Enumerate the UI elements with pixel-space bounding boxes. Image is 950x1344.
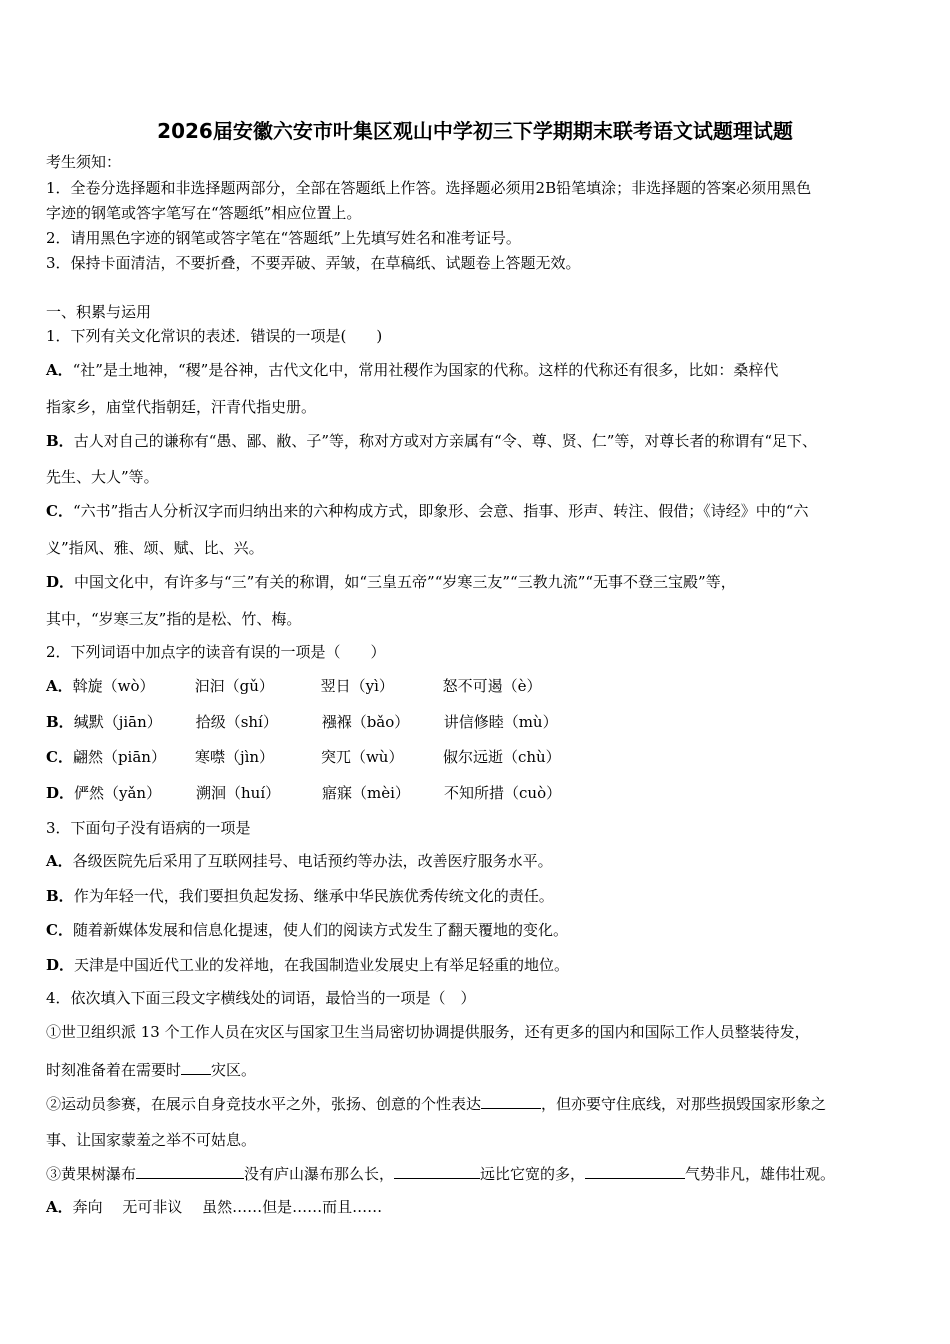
q4-stem: 4．依次填入下面三段文字横线处的词语，最恰当的一项是（ ）: [46, 989, 476, 1007]
q4-paragraph-3: [46, 1163, 835, 1184]
q2-option-b: [46, 712, 558, 732]
option-text: “社”是土地神，“稷”是谷神，古代文化中，常用社稷作为国家的代称。这样的代称还有很多，比如：桑梓代: [72, 361, 779, 379]
word: 襁褓（bǎo）: [321, 713, 410, 731]
q3-option-b: [46, 886, 554, 906]
fill-blank[interactable]: [181, 1059, 211, 1075]
word: 拾级（shí）: [195, 713, 278, 731]
text: ，但亦要守住底线，对那些损毁国家形象之: [541, 1095, 827, 1113]
word: 翩然（piān）: [72, 748, 166, 766]
notice-heading: 考生须知：: [46, 153, 122, 171]
word: 溯洄（huí）: [196, 784, 281, 802]
word: 寤寐（mèi）: [322, 784, 410, 802]
fill-blank[interactable]: [481, 1093, 541, 1109]
page-title: 2026届安徽六安市叶集区观山中学初三下学期期末联考语文试题理试题: [157, 119, 793, 143]
q4-option-a: [46, 1197, 382, 1217]
option-label: B．: [46, 713, 74, 731]
word: 怒不可遏（è）: [442, 677, 542, 695]
q3-option-c: [46, 920, 568, 940]
q2-option-c: [46, 747, 561, 767]
text: ②运动员参赛，在展示自身竞技水平之外，张扬、创意的个性表达: [46, 1095, 482, 1113]
notice-item-2: 2．请用黑色字迹的钢笔或答字笔在“答题纸”上先填写姓名和准考证号。: [46, 229, 521, 247]
word: 汩汩（gǔ）: [194, 677, 274, 695]
option-text: 各级医院先后采用了互联网挂号、电话预约等办法，改善医疗服务水平。: [72, 852, 553, 870]
fill-blank[interactable]: [136, 1163, 244, 1179]
notice-item-3: 3．保持卡面清洁，不要折叠，不要弄破、弄皱，在草稿纸、试题卷上答题无效。: [46, 254, 581, 272]
option-text: “六书”指古人分析汉字而归纳出来的六种构成方式，即象形、会意、指事、形声、转注、假借；《诗经》中的“六: [72, 502, 809, 520]
fill-blank[interactable]: [394, 1163, 480, 1179]
q1-option-b: [46, 431, 817, 451]
option-label: A．: [46, 852, 73, 870]
option-label: B．: [46, 887, 74, 905]
text: 灾区。: [211, 1061, 257, 1079]
q4-paragraph-2: [46, 1093, 826, 1114]
word: 俶尔远逝（chù）: [442, 748, 561, 766]
q4-paragraph-1-cont: [46, 1059, 256, 1080]
word: 讲信修睦（mù）: [443, 713, 558, 731]
q1-option-a: [46, 360, 778, 380]
q1-option-c-cont: 义”指风、雅、颂、赋、比、兴。: [46, 539, 264, 557]
q1-option-a-cont: 指家乡，庙堂代指朝廷，汗青代指史册。: [46, 398, 317, 416]
word: 缄默（jiān）: [73, 713, 162, 731]
q2-option-a: [46, 676, 542, 696]
text: 没有庐山瀑布那么长，: [244, 1165, 395, 1183]
q3-stem: 3．下面句子没有语病的一项是: [46, 819, 251, 837]
text: ③黄果树瀑布: [46, 1165, 137, 1183]
option-text: 中国文化中，有许多与“三”有关的称谓，如“三皇五帝”“岁寒三友”“三教九流”“无事不登三宝殿”等，: [74, 573, 736, 591]
text: 远比它宽的多，: [480, 1165, 586, 1183]
notice-item-1-cont: 字迹的钢笔或答字笔写在“答题纸”相应位置上。: [46, 204, 362, 222]
q3-option-d: [46, 955, 569, 975]
q4-paragraph-1: ①世卫组织派 13 个工作人员在灾区与国家卫生当局密切协调提供服务，还有更多的国内和国际工作人员整装待发，: [46, 1023, 810, 1041]
notice-item-1: 1．全卷分选择题和非选择题两部分，全部在答题纸上作答。选择题必须用2B铅笔填涂；非选择题的答案必须用黑色: [46, 179, 812, 197]
text: 气势非凡，雄伟壮观。: [685, 1165, 836, 1183]
option-label: D．: [46, 956, 75, 974]
word: 不知所措（cuò）: [444, 784, 562, 802]
option-text: 天津是中国近代工业的发祥地，在我国制造业发展史上有举足轻重的地位。: [74, 956, 570, 974]
option-label: A．: [46, 677, 73, 695]
word: 突兀（wù）: [320, 748, 404, 766]
option-text: 作为年轻一代，我们要担负起发扬、继承中华民族优秀传统文化的责任。: [73, 887, 554, 905]
option-label: D．: [46, 784, 75, 802]
q1-option-c: [46, 501, 808, 521]
option-label: D．: [46, 573, 75, 591]
word: 俨然（yǎn）: [74, 784, 162, 802]
option-label: C．: [46, 748, 73, 766]
q2-option-d: [46, 783, 561, 803]
q3-option-a: [46, 851, 553, 871]
word: 斡旋（wò）: [72, 677, 155, 695]
q2-stem: 2．下列词语中加点字的读音有误的一项是（ ）: [46, 643, 386, 661]
text: 时刻准备着在需要时: [46, 1061, 182, 1079]
option-label: A．: [46, 361, 73, 379]
word: 寒噤（jìn）: [194, 748, 275, 766]
option-label: C．: [46, 921, 73, 939]
word: 翌日（yì）: [320, 677, 394, 695]
q1-option-d-cont: 其中，“岁寒三友”指的是松、竹、梅。: [46, 610, 302, 628]
q4-paragraph-2-cont: 事、让国家蒙羞之举不可姑息。: [46, 1131, 257, 1149]
fill-blank[interactable]: [585, 1163, 685, 1179]
option-label: C．: [46, 502, 73, 520]
option-text: 随着新媒体发展和信息化提速，使人们的阅读方式发生了翻天覆地的变化。: [72, 921, 568, 939]
option-label: B．: [46, 432, 74, 450]
option-text: 奔向 无可非议 虽然……但是……而且……: [72, 1198, 383, 1216]
option-text: 古人对自己的谦称有“愚、鄙、敝、子”等，称对方或对方亲属有“令、尊、贤、仁”等，对尊长者的称谓有“足下、: [73, 432, 818, 450]
q1-stem: 1．下列有关文化常识的表述．错误的一项是( ): [46, 327, 383, 345]
q1-option-b-cont: 先生、大人”等。: [46, 468, 159, 486]
section-heading: 一、积累与运用: [46, 303, 152, 321]
q1-option-d: [46, 572, 736, 592]
option-label: A．: [46, 1198, 73, 1216]
